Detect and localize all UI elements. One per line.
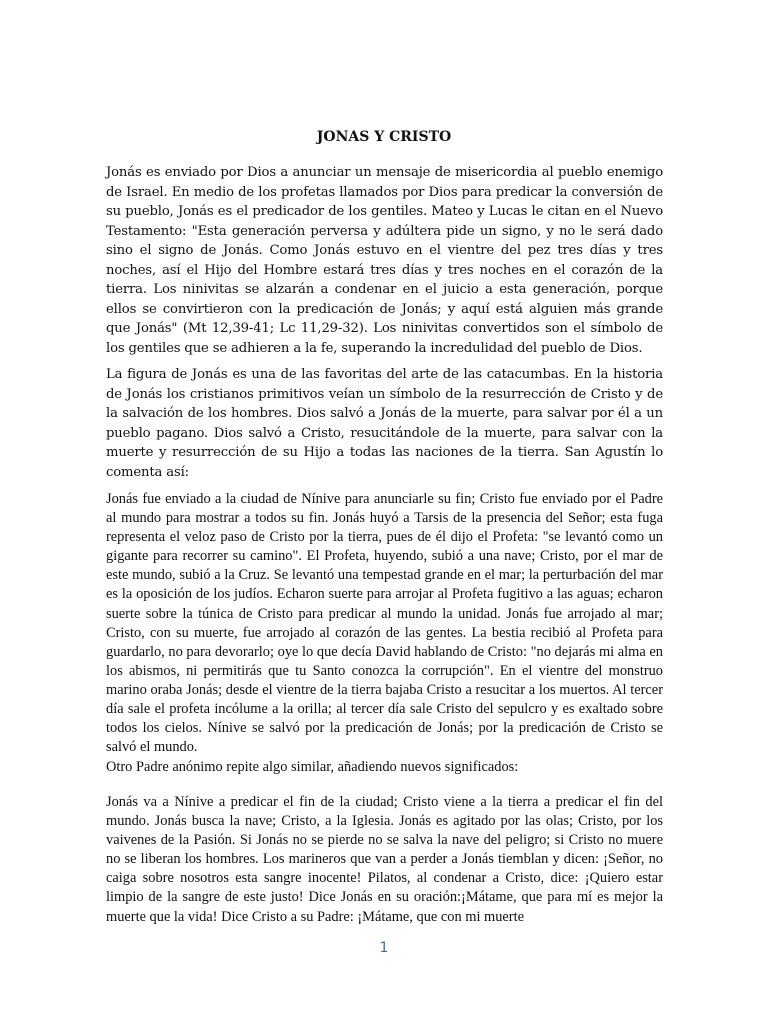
paragraph-anonymous-quote: Jonás va a Nínive a predicar el fin de la ciudad; Cristo viene a la tierra a predicar el fin del mundo. Jonás busca la nave; Cristo, a la Iglesia. Jonás es agitado por las olas; Cristo, por los vaivenes de la Pasión. Si Jonás no se pierde no se salva la nave del peligro; si Cristo no muere no se liberan los hombres. Los marineros que van a perder a Jonás tiemblan y dicen: ¡Señor, no caiga sobre nosotros esta sangre inocente! Pilatos, al condenar a Cristo, dice: ¡Quiero estar limpio de la sangre de este justo! Dice Jonás en su oración:¡Mátame, que para mí es mejor la muerte que la vida! Dice Cristo a su Padre: ¡Mátame, que con mi muerte xyxy=(106,794,663,925)
document-title: JONAS Y CRISTO xyxy=(316,129,452,145)
paragraph-augustine-quote: Jonás fue enviado a la ciudad de Nínive para anunciarle su fin; Cristo fue enviado por el Padre al mundo para mostrar a todos su fin. Jonás huyó a Tarsis de la presencia del Señor; esta fuga representa el veloz paso de Cristo por la tierra, pues de él dijo el Profeta: "se levantó como un gigante para recorrer su camino". El Profeta, huyendo, subió a una nave; Cristo, por el mar de este mundo, subió a la Cruz. Se levantó una tempestad grande en el mar; la perturbación del mar es la oposición de los judíos. Echaron suerte para arrojar al Profeta fugitivo a las aguas; echaron suerte sobre la túnica de Cristo para predicar al mundo la unidad. Jonás fue arrojado al mar; Cristo, con su muerte, fue arrojado al corazón de las gentes. La bestia recibió al Profeta para guardarlo, no para devorarlo; oye lo que decía David hablando de Cristo: "no dejarás mi alma en los abismos, ni permitirás que tu Santo conozca la corrupción". En el vientre del monstruo marino oraba Jonás; desde el vientre de la tierra bajaba Cristo a resucitar a los muertos. Al tercer día sale el profeta incólume a la orilla; al tercer día sale Cristo del sepulcro y es exaltado sobre todos los cielos. Nínive se salvó por la predicación de Jonás; por la predicación de Cristo se salvó el mundo. xyxy=(106,491,663,756)
paragraph-anonymous-intro: Otro Padre anónimo repite algo similar, añadiendo nuevos significados: xyxy=(106,759,519,775)
page-number: 1 xyxy=(379,940,389,956)
paragraph-intro: Jonás es enviado por Dios a anunciar un mensaje de misericordia al pueblo enemigo de Israel. En medio de los profetas llamados por Dios para predicar la conversión de su pueblo, Jonás es el predicador de los gentiles. Mateo y Lucas le citan en el Nuevo Testamento: "Esta generación perversa y adúltera pide un signo, y no le será dado sino el signo de Jonás. Como Jonás estuvo en el vientre del pez tres días y tres noches, así el Hijo del Hombre estará tres días y tres noches en el corazón de la tierra. Los ninivitas se alzarán a condenar en el juicio a esta generación, porque ellos se convirtieron con la predicación de Jonás; y aquí está alguien más grande que Jonás" (Mt 12,39-41; Lc 11,29-32). Los ninivitas convertidos son el símbolo de los gentiles que se adhieren a la fe, superando la incredulidad del pueblo de Dios. xyxy=(106,165,663,356)
paragraph-catacombs: La figura de Jonás es una de las favoritas del arte de las catacumbas. En la historia de Jonás los cristianos primitivos veían un símbolo de la resurrección de Cristo y de la salvación de los hombres. Dios salvó a Jonás de la muerte, para salvar por él a un pueblo pagano. Dios salvó a Cristo, resucitándole de la muerte, para salvar con la muerte y resurrección de su Hijo a todas las naciones de la tierra. San Agustín lo comenta así: xyxy=(106,367,663,480)
